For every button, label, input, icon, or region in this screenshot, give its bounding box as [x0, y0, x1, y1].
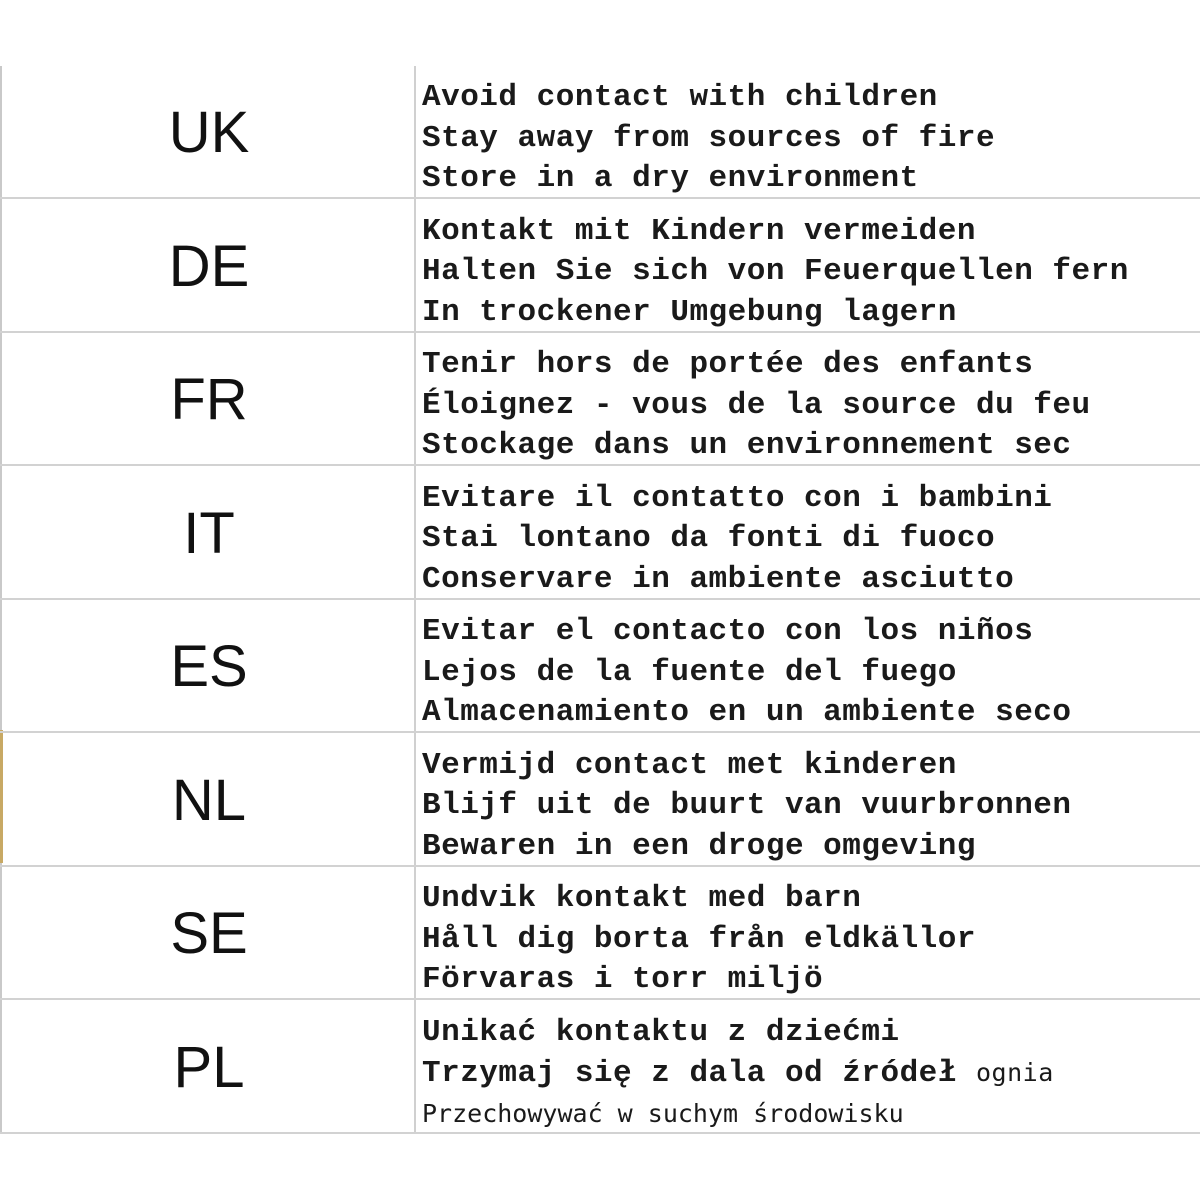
country-code: UK	[168, 100, 250, 165]
warning-line: Blijf uit de buurt van vuurbronnen	[422, 788, 1072, 823]
table-row-de	[0, 200, 1200, 333]
warning-line: Conservare in ambiente asciutto	[422, 561, 1015, 597]
warning-line	[422, 1053, 1197, 1094]
warning-line: Tenir hors de portée des enfants	[422, 347, 1034, 382]
warning-line: Stai lontano da fonti di fuoco	[422, 521, 996, 556]
warning-line-main: Trzymaj się z dala od źródeł	[422, 1056, 957, 1091]
warning-line: Stay away from sources of fire	[422, 120, 996, 156]
warning-text-cell	[422, 78, 1197, 200]
warning-text-cell	[422, 612, 1197, 734]
country-code-cell	[0, 66, 414, 199]
country-code-cell	[0, 333, 414, 466]
table-row-fr	[0, 333, 1200, 466]
warning-line: Evitare il contatto con i bambini	[422, 480, 1053, 516]
warning-text-cell	[422, 479, 1197, 601]
country-code: SE	[170, 901, 248, 966]
warning-line: Store in a dry environment	[422, 161, 919, 196]
warning-text-cell	[422, 746, 1197, 868]
country-code: FR	[170, 367, 248, 432]
warning-line: Unikać kontaktu z dziećmi	[422, 1014, 900, 1050]
warning-line: Undvik kontakt med barn	[422, 881, 862, 916]
warning-line: Éloignez - vous de la source du feu	[422, 387, 1091, 423]
warning-text-cell	[422, 345, 1197, 467]
table-row-it	[0, 467, 1200, 600]
warning-table	[0, 66, 1200, 1134]
country-code: NL	[171, 767, 247, 833]
table-row-uk	[0, 66, 1200, 199]
warning-text-cell	[422, 1013, 1197, 1135]
warning-line: Avoid contact with children	[422, 80, 938, 115]
warning-line: Lejos de la fuente del fuego	[422, 654, 957, 690]
warning-line: Vermijd contact met kinderen	[422, 747, 957, 783]
warning-line: In trockener Umgebung lagern	[422, 294, 957, 330]
table-row-pl	[0, 1001, 1200, 1134]
warning-line: Stockage dans un environnement sec	[422, 428, 1072, 463]
warning-text-cell	[422, 879, 1197, 1001]
table-row-es	[0, 600, 1200, 733]
warning-line: Halten Sie sich von Feuerquellen fern	[422, 254, 1129, 289]
country-code: DE	[168, 233, 250, 299]
country-code: ES	[170, 634, 248, 699]
warning-line: Bewaren in een droge omgeving	[422, 828, 976, 864]
warning-line: Almacenamiento en un ambiente seco	[422, 695, 1072, 730]
warning-line: Förvaras i torr miljö	[422, 962, 824, 997]
country-code-cell	[0, 734, 414, 867]
country-code: PL	[173, 1034, 245, 1100]
country-code-cell	[0, 600, 414, 733]
country-code-cell	[0, 867, 414, 1000]
warning-line: Kontakt mit Kindern vermeiden	[422, 213, 976, 249]
country-code-cell	[0, 200, 414, 333]
country-code-cell	[0, 1001, 414, 1134]
warning-text-cell	[422, 212, 1197, 334]
country-code-cell	[0, 467, 414, 600]
table-row-se	[0, 867, 1200, 1000]
warning-line-suffix: ognia	[976, 1058, 1054, 1087]
table-row-nl	[0, 734, 1200, 867]
warning-line: Evitar el contacto con los niños	[422, 614, 1034, 649]
warning-line: Przechowywać w suchym środowisku	[422, 1098, 904, 1128]
country-code: IT	[183, 500, 235, 566]
warning-line: Håll dig borta från eldkällor	[422, 921, 976, 957]
